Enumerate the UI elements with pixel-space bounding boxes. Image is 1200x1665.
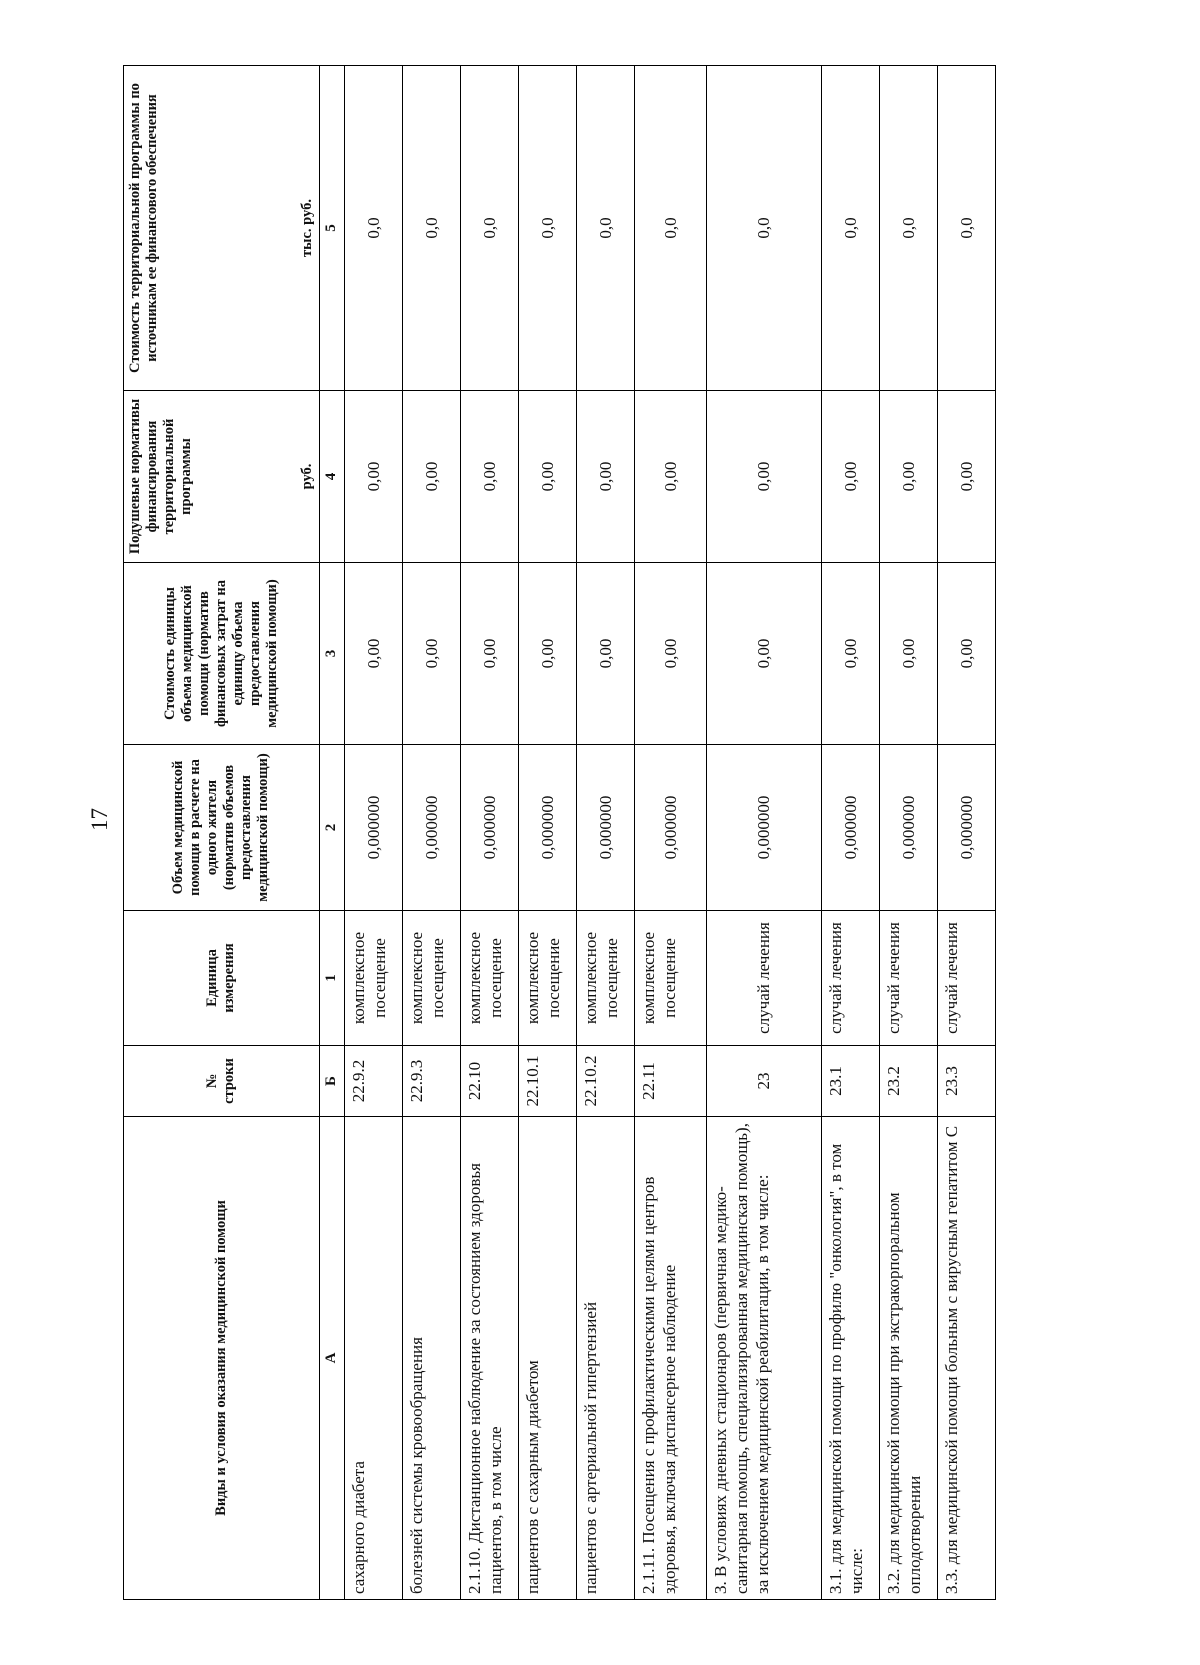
table-row bbox=[821, 66, 879, 1600]
row-unit-cost: 0,00 bbox=[576, 563, 634, 745]
row-code: 23.2 bbox=[879, 1046, 937, 1117]
colnum-2: 2 bbox=[319, 745, 344, 911]
table-row bbox=[706, 66, 821, 1600]
row-unit-cost: 0,00 bbox=[937, 563, 995, 745]
row-unit-cost: 0,00 bbox=[344, 563, 402, 745]
row-program-cost: 0,0 bbox=[937, 66, 995, 391]
page-number: 17 bbox=[87, 808, 112, 831]
row-unit: комплексное посещение bbox=[576, 911, 634, 1046]
row-code: 22.10.1 bbox=[518, 1046, 576, 1117]
header-col-1: Единица измерения bbox=[124, 911, 320, 1046]
table-row bbox=[344, 66, 402, 1600]
row-per-capita: 0,00 bbox=[402, 391, 460, 563]
row-program-cost: 0,0 bbox=[879, 66, 937, 391]
colnum-3: 3 bbox=[319, 563, 344, 745]
row-volume: 0,000000 bbox=[706, 745, 821, 911]
row-unit-cost: 0,00 bbox=[518, 563, 576, 745]
row-unit: случай лечения bbox=[706, 911, 821, 1046]
rotated-table-container bbox=[123, 66, 981, 1600]
colnum-a: А bbox=[319, 1117, 344, 1600]
row-code: 23 bbox=[706, 1046, 821, 1117]
row-name: болезней системы кровообращения bbox=[402, 1117, 460, 1600]
colnum-b: Б bbox=[319, 1046, 344, 1117]
row-name: 3.2. для медицинской помощи при экстракорпоральном оплодотворении bbox=[879, 1117, 937, 1600]
table-row bbox=[460, 66, 518, 1600]
row-per-capita: 0,00 bbox=[344, 391, 402, 563]
row-program-cost: 0,0 bbox=[706, 66, 821, 391]
row-unit-cost: 0,00 bbox=[402, 563, 460, 745]
row-unit: случай лечения bbox=[937, 911, 995, 1046]
row-name: 2.1.10. Дистанционное наблюдение за состоянием здоровья пациентов, в том числе bbox=[460, 1117, 518, 1600]
colnum-5: 5 bbox=[319, 66, 344, 391]
row-name: 3.3. для медицинской помощи больным с вирусным гепатитом С bbox=[937, 1117, 995, 1600]
row-per-capita: 0,00 bbox=[576, 391, 634, 563]
row-name: 2.1.11. Посещения с профилактическими целями центров здоровья, включая диспансерное наблюдение bbox=[634, 1117, 706, 1600]
header-col-5: Стоимость территориальной программы по источникам ее финансового обеспечения bbox=[124, 66, 296, 391]
row-name: сахарного диабета bbox=[344, 1117, 402, 1600]
row-volume: 0,000000 bbox=[937, 745, 995, 911]
row-code: 22.9.2 bbox=[344, 1046, 402, 1117]
row-program-cost: 0,0 bbox=[518, 66, 576, 391]
table-row bbox=[879, 66, 937, 1600]
row-unit: случай лечения bbox=[821, 911, 879, 1046]
header-col-2: Объем медицинской помощи в расчете на одного жителя (норматив объемов предоставления медицинской помощи) bbox=[124, 745, 320, 911]
row-program-cost: 0,0 bbox=[402, 66, 460, 391]
row-volume: 0,000000 bbox=[879, 745, 937, 911]
row-name: 3. В условиях дневных стационаров (первичная медико-санитарная помощь, специализированная медицинская помощь), за исключением медицинской реабилитации, в том числе: bbox=[706, 1117, 821, 1600]
row-unit-cost: 0,00 bbox=[634, 563, 706, 745]
row-code: 23.3 bbox=[937, 1046, 995, 1117]
row-unit: комплексное посещение bbox=[460, 911, 518, 1046]
row-per-capita: 0,00 bbox=[634, 391, 706, 563]
row-code: 22.9.3 bbox=[402, 1046, 460, 1117]
table-row bbox=[576, 66, 634, 1600]
row-per-capita: 0,00 bbox=[706, 391, 821, 563]
row-volume: 0,000000 bbox=[402, 745, 460, 911]
row-volume: 0,000000 bbox=[518, 745, 576, 911]
row-per-capita: 0,00 bbox=[518, 391, 576, 563]
row-program-cost: 0,0 bbox=[576, 66, 634, 391]
row-volume: 0,000000 bbox=[821, 745, 879, 911]
header-row bbox=[124, 66, 296, 1600]
row-unit-cost: 0,00 bbox=[706, 563, 821, 745]
row-unit: случай лечения bbox=[879, 911, 937, 1046]
row-volume: 0,000000 bbox=[634, 745, 706, 911]
row-code: 23.1 bbox=[821, 1046, 879, 1117]
row-per-capita: 0,00 bbox=[879, 391, 937, 563]
row-name: 3.1. для медицинской помощи по профилю "онкология", в том числе: bbox=[821, 1117, 879, 1600]
row-unit: комплексное посещение bbox=[518, 911, 576, 1046]
row-program-cost: 0,0 bbox=[821, 66, 879, 391]
header-col-a: Виды и условия оказания медицинской помощи bbox=[124, 1117, 320, 1600]
row-volume: 0,000000 bbox=[576, 745, 634, 911]
row-program-cost: 0,0 bbox=[344, 66, 402, 391]
row-unit-cost: 0,00 bbox=[879, 563, 937, 745]
unit-col-4: руб. bbox=[296, 391, 320, 563]
row-name: пациентов с сахарным диабетом bbox=[518, 1117, 576, 1600]
unit-col-5: тыс. руб. bbox=[296, 66, 320, 391]
row-volume: 0,000000 bbox=[460, 745, 518, 911]
row-program-cost: 0,0 bbox=[634, 66, 706, 391]
row-program-cost: 0,0 bbox=[460, 66, 518, 391]
financing-table bbox=[123, 65, 996, 1600]
row-unit-cost: 0,00 bbox=[460, 563, 518, 745]
row-unit: комплексное посещение bbox=[634, 911, 706, 1046]
row-code: 22.10 bbox=[460, 1046, 518, 1117]
row-unit: комплексное посещение bbox=[344, 911, 402, 1046]
row-per-capita: 0,00 bbox=[460, 391, 518, 563]
row-per-capita: 0,00 bbox=[937, 391, 995, 563]
row-unit: комплексное посещение bbox=[402, 911, 460, 1046]
table-row bbox=[937, 66, 995, 1600]
colnum-4: 4 bbox=[319, 391, 344, 563]
row-code: 22.10.2 bbox=[576, 1046, 634, 1117]
header-col-b: № строки bbox=[124, 1046, 320, 1117]
row-unit-cost: 0,00 bbox=[821, 563, 879, 745]
row-name: пациентов с артериальной гипертензией bbox=[576, 1117, 634, 1600]
row-per-capita: 0,00 bbox=[821, 391, 879, 563]
table-row bbox=[634, 66, 706, 1600]
table-row bbox=[402, 66, 460, 1600]
row-code: 22.11 bbox=[634, 1046, 706, 1117]
column-number-row bbox=[319, 66, 344, 1600]
row-volume: 0,000000 bbox=[344, 745, 402, 911]
colnum-1: 1 bbox=[319, 911, 344, 1046]
header-col-4: Подушевые нормативы финансирования территориальной программы bbox=[124, 391, 296, 563]
header-col-3: Стоимость единицы объема медицинской помощи (норматив финансовых затрат на единицу объема предоставления медицинской помощи) bbox=[124, 563, 320, 745]
table-row bbox=[518, 66, 576, 1600]
